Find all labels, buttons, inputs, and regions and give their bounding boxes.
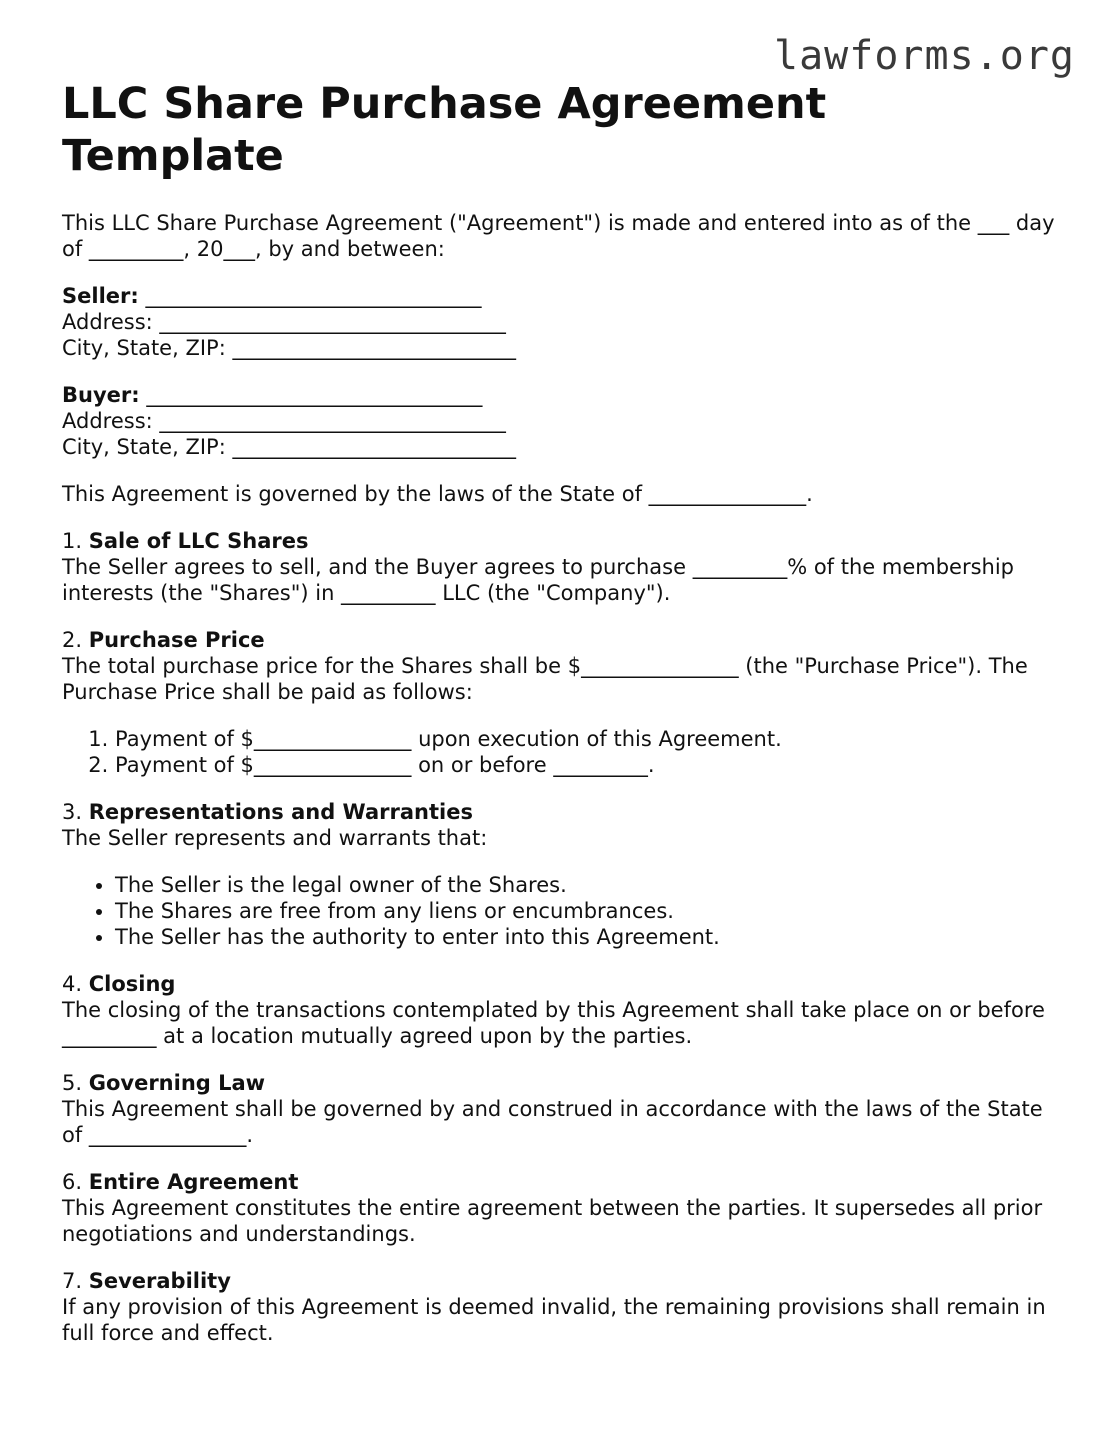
- section-heading: [62, 1268, 1062, 1294]
- list-item: 2. Payment of $_______________ on or before _________.: [115, 752, 1062, 778]
- list-item: • The Shares are free from any liens or encumbrances.: [115, 898, 1062, 924]
- buyer-name-line: [62, 382, 1062, 408]
- buyer-block: [62, 382, 1062, 460]
- section-heading: [62, 971, 1062, 997]
- section-body: If any provision of this Agreement is deemed invalid, the remaining provisions shall remain in full force and effect.: [62, 1295, 1046, 1345]
- watermark: lawforms.org: [774, 33, 1075, 79]
- section-body: This Agreement shall be governed by and construed in accordance with the laws of the State of _______________.: [62, 1097, 1043, 1147]
- seller-block: [62, 283, 1062, 361]
- section-severability: [62, 1268, 1062, 1346]
- section-title: Severability: [88, 1269, 231, 1293]
- buyer-address-line: Address: _________________________________: [62, 409, 506, 433]
- list-item: 1. Payment of $_______________ upon execution of this Agreement.: [115, 726, 1062, 752]
- intro-paragraph: This LLC Share Purchase Agreement ("Agreement") is made and entered into as of the ___ day of _________, 20___, by and between:: [62, 211, 1055, 261]
- seller-city-line: City, State, ZIP: ___________________________: [62, 336, 516, 360]
- section-title: Entire Agreement: [88, 1170, 299, 1194]
- section-body: The closing of the transactions contemplated by this Agreement shall take place on or before _________ at a location mutually agreed upon by the parties.: [62, 998, 1045, 1048]
- section-title: Governing Law: [88, 1071, 266, 1095]
- buyer-city-line: City, State, ZIP: ___________________________: [62, 435, 516, 459]
- section-heading: [62, 1169, 1062, 1195]
- section-purchase-price: [62, 627, 1062, 705]
- payment-list: [62, 726, 1062, 778]
- buyer-label: Buyer:: [62, 383, 140, 407]
- section-heading: [62, 528, 1062, 554]
- section-number: 5.: [62, 1071, 89, 1095]
- governing-state-paragraph: This Agreement is governed by the laws of the State of _______________.: [62, 482, 813, 506]
- section-body: The Seller represents and warrants that:: [62, 826, 488, 850]
- section-sale-of-shares: [62, 528, 1062, 606]
- section-number: 4.: [62, 972, 89, 996]
- section-number: 3.: [62, 800, 89, 824]
- list-item: • The Seller is the legal owner of the Shares.: [115, 872, 1062, 898]
- section-governing-law: [62, 1070, 1062, 1148]
- section-representations: [62, 799, 1062, 851]
- seller-name-blank: ________________________________: [138, 284, 482, 308]
- section-number: 1.: [62, 529, 89, 553]
- seller-name-line: [62, 283, 1062, 309]
- section-title: Closing: [88, 972, 176, 996]
- section-body: This Agreement constitutes the entire agreement between the parties. It supersedes all prior negotiations and understandings.: [62, 1196, 1043, 1246]
- list-item: • The Seller has the authority to enter into this Agreement.: [115, 924, 1062, 950]
- section-closing: [62, 971, 1062, 1049]
- buyer-name-blank: ________________________________: [139, 383, 483, 407]
- section-title: Sale of LLC Shares: [88, 529, 309, 553]
- section-number: 7.: [62, 1269, 89, 1293]
- section-heading: [62, 799, 1062, 825]
- warranties-list: [62, 872, 1062, 950]
- seller-label: Seller:: [62, 284, 139, 308]
- section-title: Representations and Warranties: [88, 800, 473, 824]
- section-title: Purchase Price: [88, 628, 265, 652]
- section-number: 6.: [62, 1170, 89, 1194]
- section-entire-agreement: [62, 1169, 1062, 1247]
- section-heading: [62, 627, 1062, 653]
- document-page: [62, 78, 1062, 1367]
- seller-address-line: Address: _________________________________: [62, 310, 506, 334]
- page-title: LLC Share Purchase Agreement Template: [62, 79, 827, 181]
- section-body: The Seller agrees to sell, and the Buyer agrees to purchase _________% of the membership interests (the "Shares") in _________ LLC (the "Company").: [62, 555, 1015, 605]
- section-body: The total purchase price for the Shares shall be $_______________ (the "Purchase Price"). The Purchase Price shall be paid as follows:: [62, 654, 1028, 704]
- section-number: 2.: [62, 628, 89, 652]
- section-heading: [62, 1070, 1062, 1096]
